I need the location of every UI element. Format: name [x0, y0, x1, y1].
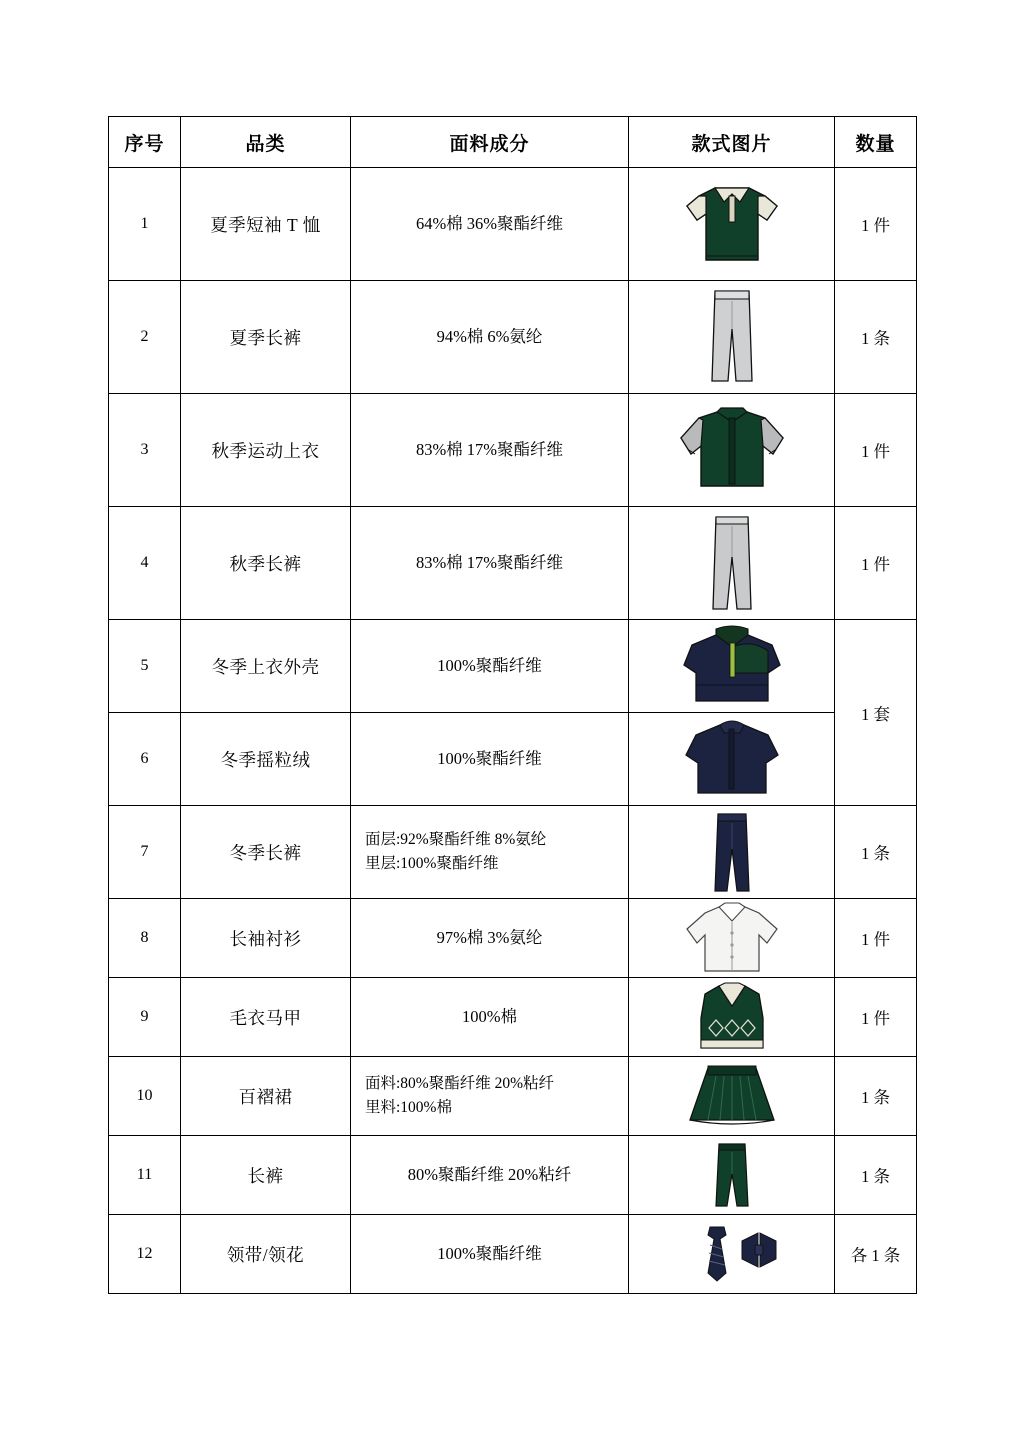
table-row [109, 978, 917, 1057]
cell-category: 冬季摇粒绒 [181, 713, 351, 806]
cell-fabric [351, 806, 629, 899]
cell-category: 领带/领花 [181, 1215, 351, 1294]
header-category: 品类 [181, 117, 351, 168]
cell-index: 1 [109, 168, 181, 281]
cell-index: 8 [109, 899, 181, 978]
necktie-bowtie-icon [680, 1223, 784, 1285]
cell-quantity: 1 件 [835, 394, 917, 507]
cell-category: 秋季运动上衣 [181, 394, 351, 507]
cell-image [629, 1215, 835, 1294]
table-row [109, 620, 917, 713]
fabric-line-2: 里层:100%聚酯纤维 [365, 855, 499, 872]
polo-shirt-icon [677, 176, 787, 272]
table-row [109, 507, 917, 620]
cell-index: 2 [109, 281, 181, 394]
cell-image [629, 713, 835, 806]
cell-quantity: 1 件 [835, 507, 917, 620]
spec-table-container [108, 116, 916, 1294]
fabric-line-1: 面料:80%聚酯纤维 20%粘纤 [365, 1074, 555, 1092]
cell-quantity: 各 1 条 [835, 1215, 917, 1294]
cell-fabric: 100%棉 [351, 978, 629, 1057]
sweater-vest-icon [689, 980, 775, 1054]
fleece-jacket-icon [678, 719, 786, 799]
light-trousers-icon [697, 285, 767, 389]
white-shirt-icon [677, 901, 787, 975]
cell-index: 10 [109, 1057, 181, 1136]
cell-fabric: 83%棉 17%聚酯纤维 [351, 507, 629, 620]
cell-fabric: 100%聚酯纤维 [351, 713, 629, 806]
cell-fabric: 83%棉 17%聚酯纤维 [351, 394, 629, 507]
cell-category: 冬季长裤 [181, 806, 351, 899]
cell-fabric: 100%聚酯纤维 [351, 620, 629, 713]
cell-image [629, 1057, 835, 1136]
cell-category: 夏季短袖 T 恤 [181, 168, 351, 281]
grey-trousers-icon [697, 511, 767, 615]
cell-image [629, 394, 835, 507]
cell-index: 7 [109, 806, 181, 899]
cell-category: 秋季长裤 [181, 507, 351, 620]
cell-quantity: 1 条 [835, 281, 917, 394]
cell-quantity: 1 件 [835, 168, 917, 281]
cell-category: 冬季上衣外壳 [181, 620, 351, 713]
cell-image [629, 281, 835, 394]
cell-fabric: 97%棉 3%氨纶 [351, 899, 629, 978]
cell-image [629, 1136, 835, 1215]
cell-image [629, 620, 835, 713]
track-jacket-icon [673, 404, 791, 496]
cell-index: 4 [109, 507, 181, 620]
cell-fabric: 80%聚酯纤维 20%粘纤 [351, 1136, 629, 1215]
cell-quantity: 1 条 [835, 806, 917, 899]
pleated-skirt-icon [682, 1062, 782, 1130]
cell-index: 9 [109, 978, 181, 1057]
green-trousers-icon [705, 1140, 759, 1210]
table-row [109, 1057, 917, 1136]
table-row [109, 1136, 917, 1215]
cell-index: 11 [109, 1136, 181, 1215]
cell-quantity: 1 件 [835, 978, 917, 1057]
cell-fabric: 100%聚酯纤维 [351, 1215, 629, 1294]
header-fabric: 面料成分 [351, 117, 629, 168]
cell-quantity: 1 套 [835, 620, 917, 806]
cell-category: 百褶裙 [181, 1057, 351, 1136]
cell-quantity: 1 条 [835, 1057, 917, 1136]
cell-image [629, 507, 835, 620]
fabric-line-2: 里料:100%棉 [365, 1099, 452, 1116]
table-header-row [109, 117, 917, 168]
table-row [109, 1215, 917, 1294]
winter-shell-jacket-icon [676, 625, 788, 707]
cell-image [629, 978, 835, 1057]
table-row [109, 806, 917, 899]
cell-image [629, 806, 835, 899]
header-quantity: 数量 [835, 117, 917, 168]
cell-fabric: 94%棉 6%氨纶 [351, 281, 629, 394]
table-row [109, 713, 917, 806]
cell-quantity: 1 件 [835, 899, 917, 978]
cell-index: 12 [109, 1215, 181, 1294]
table-row [109, 899, 917, 978]
navy-trousers-icon [701, 809, 763, 895]
cell-category: 夏季长裤 [181, 281, 351, 394]
table-row [109, 394, 917, 507]
necktie-part [708, 1227, 726, 1281]
uniform-spec-table [108, 116, 917, 1294]
fabric-line-1: 面层:92%聚酯纤维 8%氨纶 [365, 830, 547, 848]
header-index: 序号 [109, 117, 181, 168]
cell-index: 5 [109, 620, 181, 713]
cell-fabric: 64%棉 36%聚酯纤维 [351, 168, 629, 281]
cell-index: 3 [109, 394, 181, 507]
cell-image [629, 168, 835, 281]
bowtie-part [742, 1233, 776, 1267]
cell-category: 毛衣马甲 [181, 978, 351, 1057]
table-row [109, 168, 917, 281]
cell-category: 长袖衬衫 [181, 899, 351, 978]
header-image: 款式图片 [629, 117, 835, 168]
cell-quantity: 1 条 [835, 1136, 917, 1215]
cell-category: 长裤 [181, 1136, 351, 1215]
table-row [109, 281, 917, 394]
cell-fabric [351, 1057, 629, 1136]
cell-index: 6 [109, 713, 181, 806]
cell-image [629, 899, 835, 978]
